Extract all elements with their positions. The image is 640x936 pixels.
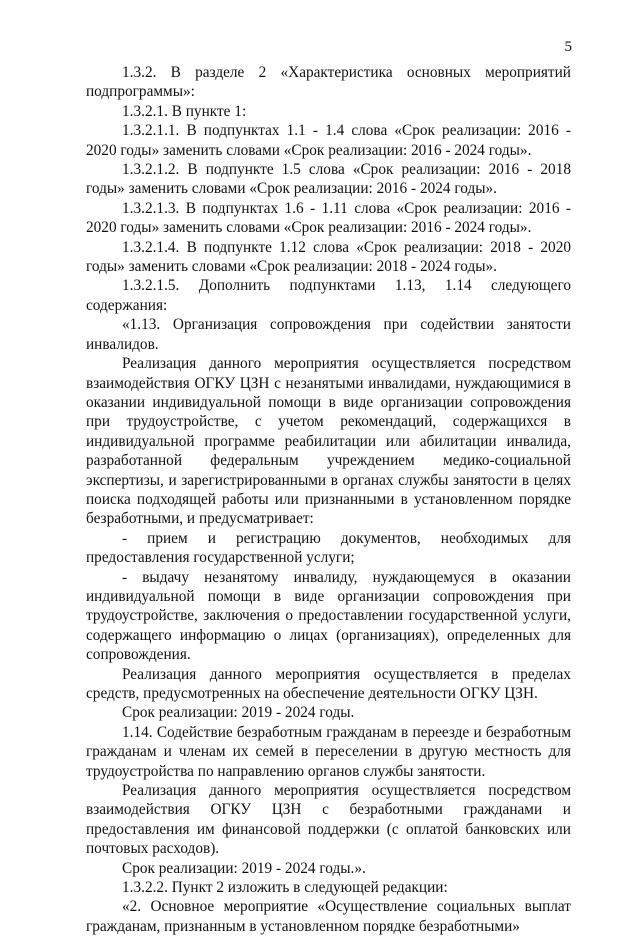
paragraph-1-3-2: 1.3.2. В разделе 2 «Характеристика основных мероприятий подпрограммы»:	[86, 64, 571, 101]
document-body	[86, 63, 571, 936]
paragraph-1-13-heading: «1.13. Организация сопровождения при содействии занятости инвалидов.	[86, 316, 571, 353]
paragraph-1-3-2-1-2: 1.3.2.1.2. В подпункте 1.5 слова «Срок реализации: 2016 - 2018 годы» заменить словами «Срок реализации: 2016 - 2024 годы».	[86, 161, 571, 198]
paragraph-1-3-2-1-5: 1.3.2.1.5. Дополнить подпунктами 1.13, 1.14 следующего содержания:	[86, 277, 571, 314]
paragraph-1-14-description: Реализация данного мероприятия осуществляется посредством взаимодействия ОГКУ ЦЗН с безработными гражданами и предоставления им финансовой поддержки (с оплатой банковских или почтовых расходов).	[86, 782, 571, 858]
paragraph-1-13-description: Реализация данного мероприятия осуществляется посредством взаимодействия ОГКУ ЦЗН с незанятыми инвалидами, нуждающимися в оказании индивидуальной помощи в виде организации сопровождения при трудоустройстве, с учетом рекомендаций, содержащихся в индивидуальной программе реабилитации или абилитации инвалида, разработанной федеральным учреждением медико-социальной экспертизы, и зарегистрированными в органах службы занятости в целях поиска подходящей работы или признанными в установленном порядке безработными, и предусматривает:	[86, 355, 571, 528]
paragraph-1-3-2-1: 1.3.2.1. В пункте 1:	[122, 102, 247, 120]
paragraph-1-13-funding: Реализация данного мероприятия осуществляется в пределах средств, предусмотренных на обеспечение деятельности ОГКУ ЦЗН.	[86, 665, 571, 702]
paragraph-1-3-2-1-4: 1.3.2.1.4. В подпункте 1.12 слова «Срок реализации: 2018 - 2020 годы» заменить словами «Срок реализации: 2018 - 2024 годы».	[86, 238, 571, 276]
paragraph-1-3-2-1-3: 1.3.2.1.3. В подпунктах 1.6 - 1.11 слова «Срок реализации: 2016 - 2020 годы» заменить словами «Срок реализации: 2016 - 2024 годы».	[86, 199, 571, 237]
paragraph-main-measure-2: «2. Основное мероприятие «Осуществление социальных выплат гражданам, признанным в установленном порядке безработными»	[86, 898, 571, 935]
paragraph-1-14-term: Срок реализации: 2019 - 2024 годы.».	[122, 859, 366, 877]
paragraph-1-13-term: Срок реализации: 2019 - 2024 годы.	[122, 704, 355, 722]
paragraph-1-3-2-1-1: 1.3.2.1.1. В подпунктах 1.1 - 1.4 слова «Срок реализации: 2016 - 2020 годы» заменить словами «Срок реализации: 2016 - 2024 годы».	[86, 122, 571, 159]
paragraph-1-14-heading: 1.14. Содействие безработным гражданам в переезде и безработным гражданам и членам их семей в переселении в другую местность для трудоустройства по направлению органов службы занятости.	[86, 723, 571, 780]
paragraph-1-3-2-2: 1.3.2.2. Пункт 2 изложить в следующей редакции:	[122, 879, 448, 897]
page-number: 5	[564, 39, 572, 55]
list-item-issuing-conclusion: - выдачу незанятому инвалиду, нуждающемуся в оказании индивидуальной помощи в виде организации сопровождения при трудоустройстве, заключения о предоставлении государственной услуги, содержащего информацию о лицах (организациях), определенных для сопровождения.	[86, 568, 571, 664]
list-item-document-registration: - прием и регистрацию документов, необходимых для предоставления государственной услуги;	[86, 529, 571, 567]
